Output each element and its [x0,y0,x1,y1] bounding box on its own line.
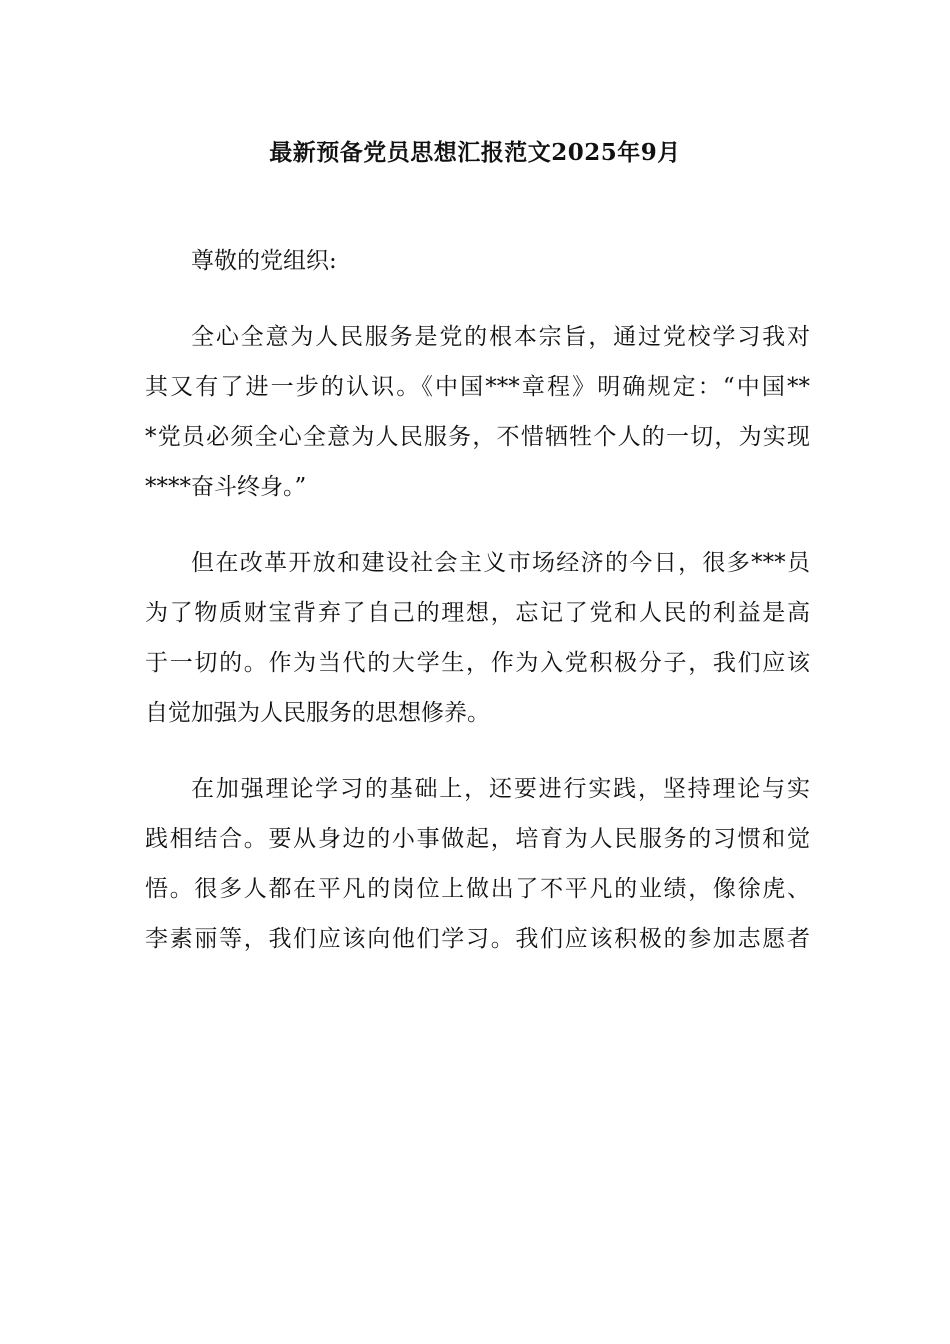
paragraph [145,538,810,738]
text-line: 自觉加强为人民服务的思想修养。 [145,700,490,726]
text-line: 悟。很多人都在平凡的岗位上做出了不平凡的业绩，像徐虎、 [145,876,810,902]
paragraph-gap [145,512,810,538]
paragraph [145,312,810,512]
text-line: 其又有了进一步的认识。《中国***章程》明确规定：“中国** [145,374,810,400]
page-title: 最新预备党员思想汇报范文2025年9月 [269,139,681,166]
salutation: 尊敬的党组织: [191,248,337,274]
text-line: 但在改革开放和建设社会主义市场经济的今日，很多***员 [191,550,810,576]
paragraph-gap [145,738,810,764]
letter-body [145,236,810,964]
text-line: 践相结合。要从身边的小事做起，培育为人民服务的习惯和觉 [145,826,810,852]
paragraph-gap [145,286,810,312]
text-line: 在加强理论学习的基础上，还要进行实践，坚持理论与实 [191,776,810,802]
text-line: ****奋斗终身。” [145,474,307,500]
text-line: 为了物质财宝背弃了自己的理想，忘记了党和人民的利益是高 [145,600,810,626]
text-line: 全心全意为人民服务是党的根本宗旨，通过党校学习我对 [191,324,810,350]
text-line: 李素丽等，我们应该向他们学习。我们应该积极的参加志愿者 [145,926,810,952]
paragraph [145,764,810,964]
text-line: *党员必须全心全意为人民服务，不惜牺牲个人的一切，为实现 [145,424,810,450]
text-line: 于一切的。作为当代的大学生，作为入党积极分子，我们应该 [145,650,810,676]
